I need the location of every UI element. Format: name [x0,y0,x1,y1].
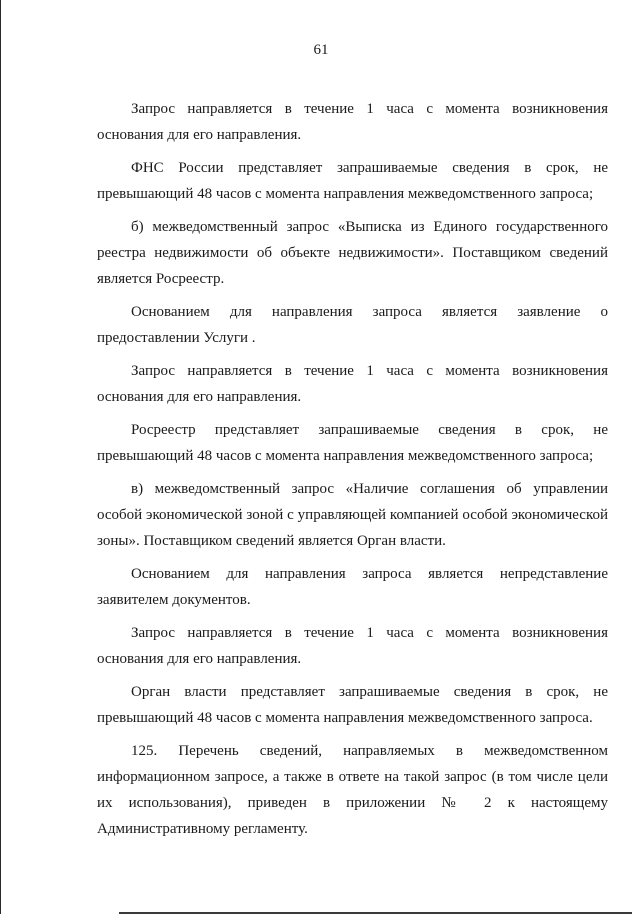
document-body [97,96,608,842]
paragraph-basis-authority: Основанием для направления запроса является непредставление заявителем документов. [97,566,608,608]
paragraph-authority-response: Орган власти представляет запрашиваемые сведения в срок, не превышающий 48 часов с момента направления межведомственного запроса. [97,684,608,726]
page-number: 61 [313,42,329,58]
paragraph-request-timing-rosreestr: Запрос направляется в течение 1 часа с момента возникновения основания для его направления. [97,363,608,405]
paragraph-request-authority: в) межведомственный запрос «Наличие соглашения об управлении особой экономической зоной с управляющей компанией особой экономической зоны». Поставщиком сведений является Орган власти. [97,481,608,549]
paragraph-item-125: 125. Перечень сведений, направляемых в межведомственном информационном запросе, а также в ответе на такой запрос (в том числе цели их использования), приведен в приложении № 2 к настоящему Административному регламенту. [97,743,608,837]
paragraph-request-timing-authority: Запрос направляется в течение 1 часа с момента возникновения основания для его направления. [97,625,608,667]
paragraph-fns-response: ФНС России представляет запрашиваемые сведения в срок, не превышающий 48 часов с момента направления межведомственного запроса; [97,160,608,202]
paragraph-request-timing-fns: Запрос направляется в течение 1 часа с момента возникновения основания для его направления. [97,101,608,143]
paragraph-basis-rosreestr: Основанием для направления запроса является заявление о предоставлении Услуги . [97,304,608,346]
paragraph-rosreestr-response: Росреестр представляет запрашиваемые сведения в срок, не превышающий 48 часов с момента направления межведомственного запроса; [97,422,608,464]
paragraph-request-rosreestr: б) межведомственный запрос «Выписка из Единого государственного реестра недвижимости об объекте недвижимости». Поставщиком сведений является Росреестр. [97,219,608,287]
